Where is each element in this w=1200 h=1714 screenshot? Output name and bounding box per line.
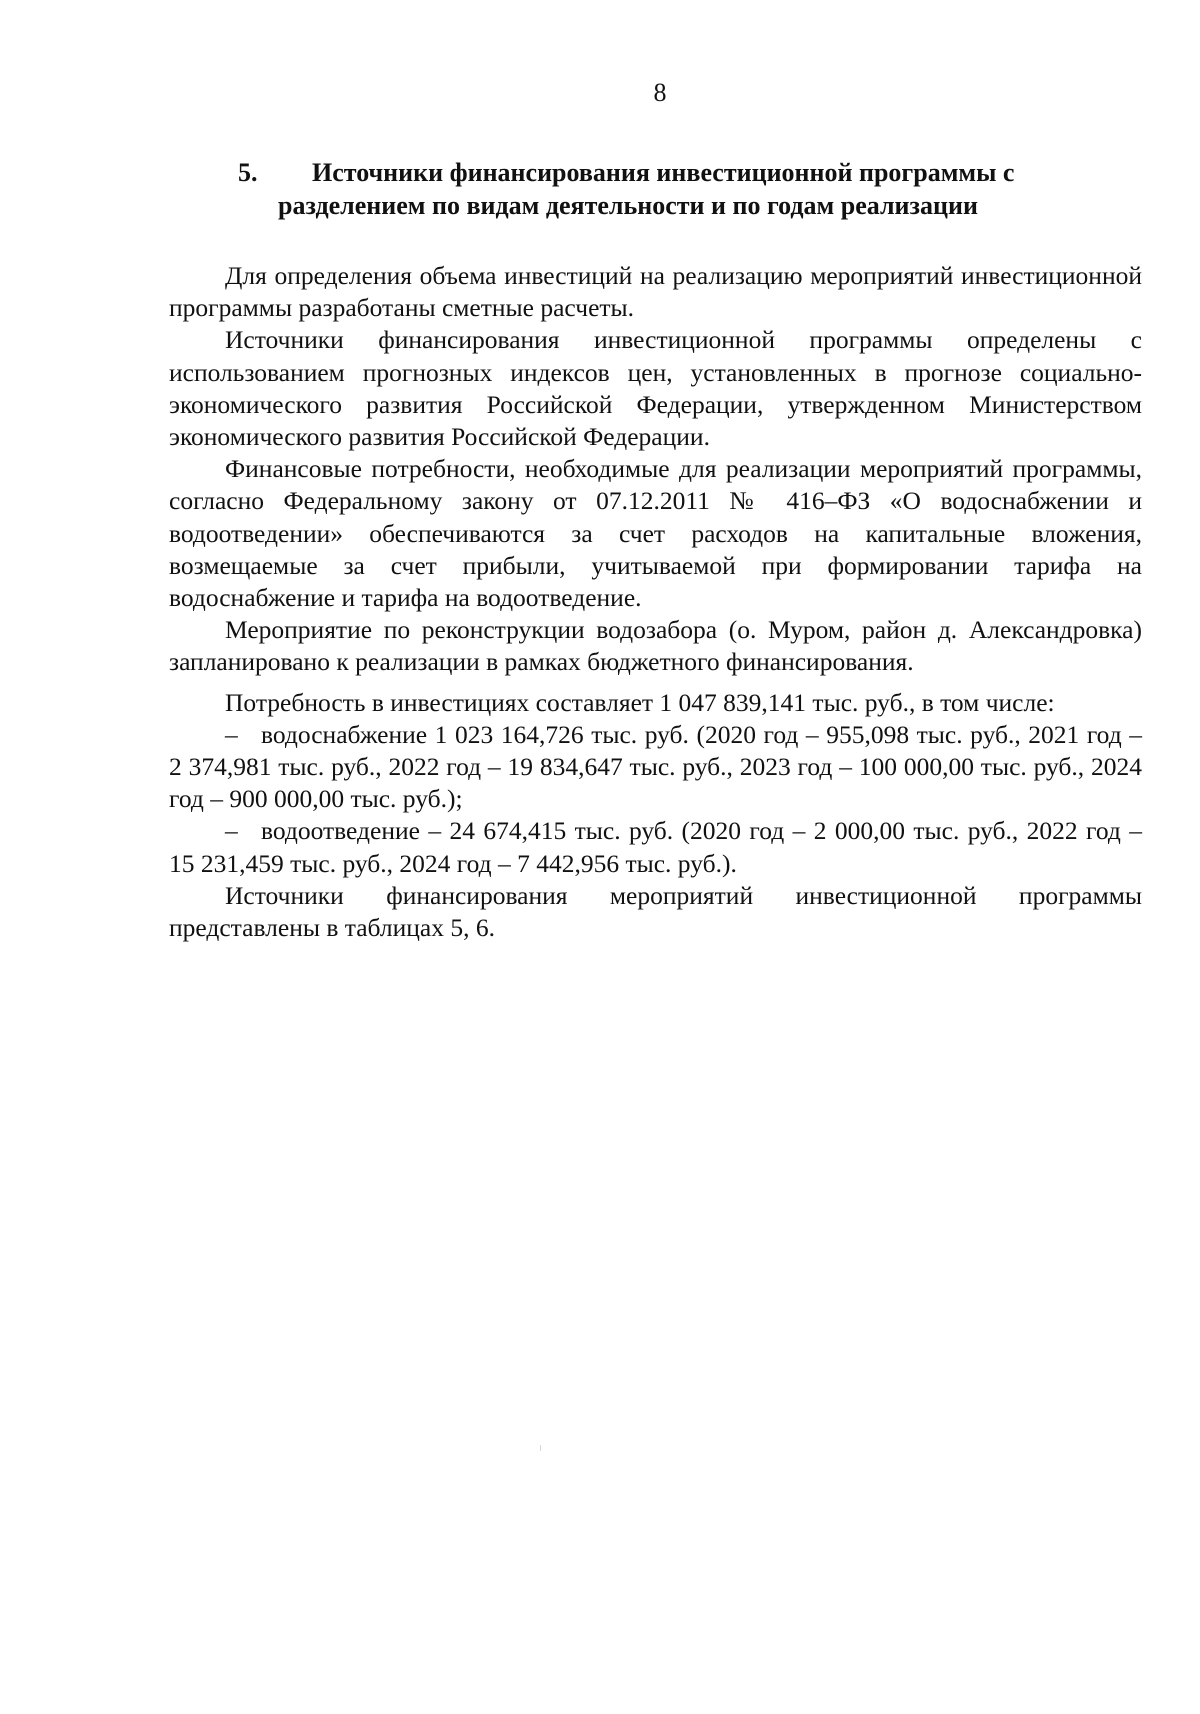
list-item-water-disposal xyxy=(169,815,1142,879)
list-dash: – xyxy=(225,719,238,749)
list-item-text: водоснабжение 1 023 164,726 тыс. руб. (2020 год – 955,098 тыс. руб., 2021 год – 2 374,981 тыс. руб., 2022 год – 19 834,647 тыс. руб., 2023 год – 100 000,00 тыс. руб., 2024 год – 900 000,00 тыс. руб.); xyxy=(169,719,1142,814)
section-heading-line1 xyxy=(238,156,1108,189)
list-item-water-supply xyxy=(169,719,1142,816)
scan-artifact xyxy=(540,1445,541,1451)
paragraph-investment-volume: Для определения объема инвестиций на реализацию мероприятий инвестиционной программы разработаны сметные расчеты. xyxy=(169,261,1142,323)
body-text xyxy=(169,260,1142,944)
list-dash: – xyxy=(225,816,238,846)
section-heading xyxy=(238,156,1108,222)
section-title-part2: разделением по видам деятельности и по годам реализации xyxy=(278,191,978,220)
paragraph-budget-financing: Мероприятие по реконструкции водозабора (о. Муром, район д. Александровка) запланировано к реализации в рамках бюджетного финансирования. xyxy=(169,615,1142,677)
paragraph-funding-sources: Источники финансирования инвестиционной программы определены с использованием прогнозных индексов цен, установленных в прогнозе социально-экономического развития Российской Федерации, утвержденном Министерством экономического развития Российской Федерации. xyxy=(169,325,1142,452)
paragraph-investment-total: Потребность в инвестициях составляет 1 047 839,141 тыс. руб., в том числе: xyxy=(225,687,1055,717)
section-title-part1: Источники финансирования инвестиционной программы с xyxy=(312,158,1015,187)
list-item-text: водоотведение – 24 674,415 тыс. руб. (2020 год – 2 000,00 тыс. руб., 2022 год – 15 231,459 тыс. руб., 2024 год – 7 442,956 тыс. руб.). xyxy=(169,816,1142,878)
page-number: 8 xyxy=(653,78,667,107)
section-number: 5. xyxy=(238,158,258,187)
paragraph-financial-needs: Финансовые потребности, необходимые для реализации мероприятий программы, согласно Федеральному закону от 07.12.2011 № 416–ФЗ «О водоснабжении и водоотведении» обеспечиваются за счет расходов на капитальные вложения, возмещаемые за счет прибыли, учитываемой при формировании тарифа на водоснабжение и тарифа на водоотведение. xyxy=(169,454,1142,613)
paragraph-tables-reference: Источники финансирования мероприятий инвестиционной программы представлены в таблицах 5, 6. xyxy=(169,880,1142,943)
